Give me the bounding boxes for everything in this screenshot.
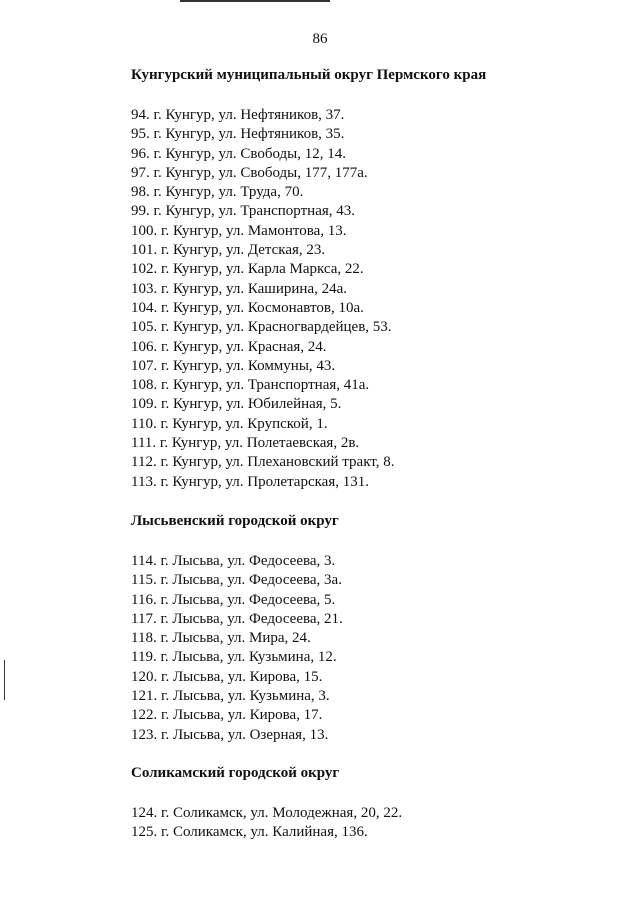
section-kungur <box>131 65 621 492</box>
list-item: 123. г. Лысьва, ул. Озерная, 13. <box>131 726 329 743</box>
list-item: 97. г. Кунгур, ул. Свободы, 177, 177а. <box>131 164 368 181</box>
list-item: 100. г. Кунгур, ул. Мамонтова, 13. <box>131 222 347 239</box>
list-item: 121. г. Лысьва, ул. Кузьмина, 3. <box>131 688 330 705</box>
list-item: 102. г. Кунгур, ул. Карла Маркса, 22. <box>131 261 364 278</box>
list-item: 114. г. Лысьва, ул. Федосеева, 3. <box>131 553 336 569</box>
list-item: 124. г. Соликамск, ул. Молодежная, 20, 22. <box>131 805 403 821</box>
list-item: 122. г. Лысьва, ул. Кирова, 17. <box>131 707 323 724</box>
page-number: 86 <box>312 31 328 47</box>
list-item: 105. г. Кунгур, ул. Красногвардейцев, 53. <box>131 319 392 336</box>
list-item: 120. г. Лысьва, ул. Кирова, 15. <box>131 668 323 685</box>
list-item: 115. г. Лысьва, ул. Федосеева, 3а. <box>131 572 342 589</box>
list-item: 101. г. Кунгур, ул. Детская, 23. <box>131 242 326 259</box>
list-item: 110. г. Кунгур, ул. Крупской, 1. <box>131 415 328 432</box>
section-solikamsk <box>131 763 621 843</box>
list-item: 96. г. Кунгур, ул. Свободы, 12, 14. <box>131 145 346 162</box>
list-item: 116. г. Лысьва, ул. Федосеева, 5. <box>131 591 336 608</box>
list-item: 94. г. Кунгур, ул. Нефтяников, 37. <box>131 107 345 123</box>
list-item: 109. г. Кунгур, ул. Юбилейная, 5. <box>131 396 342 413</box>
list-item: 113. г. Кунгур, ул. Пролетарская, 131. <box>131 473 369 490</box>
scan-edge-mark <box>180 0 330 2</box>
section-title: Кунгурский муниципальный округ Пермского края <box>131 67 487 83</box>
list-item: 111. г. Кунгур, ул. Полетаевская, 2в. <box>131 435 360 452</box>
list-item: 106. г. Кунгур, ул. Красная, 24. <box>131 338 327 355</box>
list-item: 103. г. Кунгур, ул. Каширина, 24а. <box>131 280 348 297</box>
list-item: 95. г. Кунгур, ул. Нефтяников, 35. <box>131 126 345 143</box>
list-item: 107. г. Кунгур, ул. Коммуны, 43. <box>131 357 336 374</box>
list-item: 104. г. Кунгур, ул. Космонавтов, 10а. <box>131 299 364 316</box>
address-list <box>131 106 621 492</box>
section-title: Лысьвенский городской округ <box>131 513 339 529</box>
address-list <box>131 552 621 745</box>
list-item: 98. г. Кунгур, ул. Труда, 70. <box>131 184 304 201</box>
list-item: 119. г. Лысьва, ул. Кузьмина, 12. <box>131 649 337 666</box>
list-item: 112. г. Кунгур, ул. Плехановский тракт, 8. <box>131 454 395 471</box>
list-item: 108. г. Кунгур, ул. Транспортная, 41а. <box>131 377 370 394</box>
list-item: 118. г. Лысьва, ул. Мира, 24. <box>131 630 311 647</box>
section-title: Соликамский городской округ <box>131 765 340 781</box>
list-item: 99. г. Кунгур, ул. Транспортная, 43. <box>131 203 355 220</box>
list-item: 117. г. Лысьва, ул. Федосеева, 21. <box>131 610 343 627</box>
address-list <box>131 804 621 843</box>
list-item: 125. г. Соликамск, ул. Калийная, 136. <box>131 824 368 841</box>
section-lysva <box>131 511 621 745</box>
scan-edge-mark <box>4 660 5 700</box>
